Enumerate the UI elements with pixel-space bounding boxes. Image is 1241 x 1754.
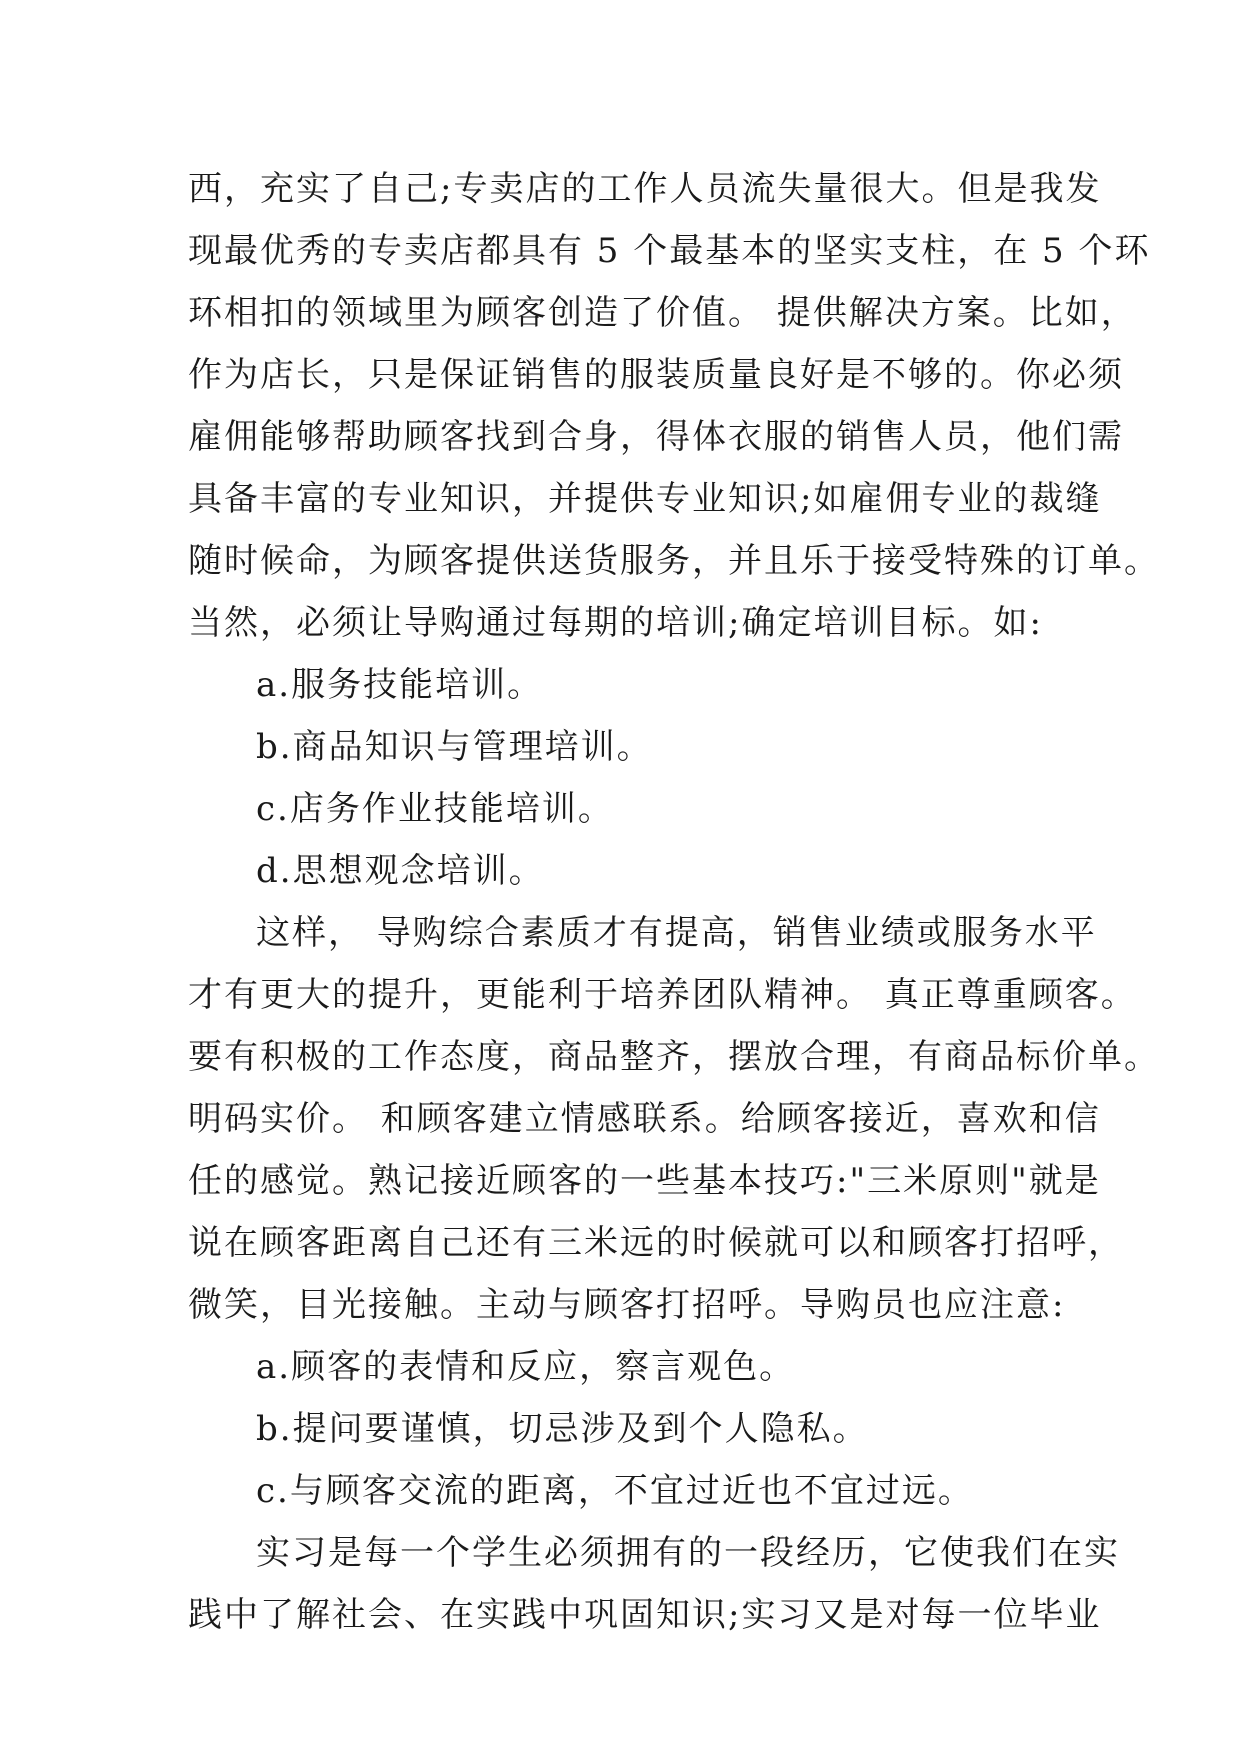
- text-line: 说在顾客距离自己还有三米远的时候就可以和顾客打招呼，: [188, 1223, 1124, 1263]
- list-item: a.顾客的表情和反应，察言观色。: [256, 1347, 796, 1387]
- document-body: [188, 158, 1160, 1646]
- text-line: 现最优秀的专卖店都具有 5 个最基本的坚实支柱，在 5 个环: [188, 231, 1151, 271]
- text-line: 西，充实了自己;专卖店的工作人员流失量很大。但是我发: [188, 169, 1102, 209]
- list-item: a.服务技能培训。: [256, 665, 544, 705]
- text-line: 雇佣能够帮助顾客找到合身，得体衣服的销售人员，他们需: [188, 417, 1124, 457]
- text-line: 环相扣的领域里为顾客创造了价值。 提供解决方案。比如，: [188, 293, 1137, 333]
- paragraph-start-line: 这样， 导购综合素质才有提高，销售业绩或服务水平: [256, 913, 1097, 953]
- text-line: 才有更大的提升，更能利于培养团队精神。 真正尊重顾客。: [188, 975, 1137, 1015]
- text-line: 随时候命，为顾客提供送货服务，并且乐于接受特殊的订单。: [188, 541, 1160, 581]
- text-line: 作为店长，只是保证销售的服装质量良好是不够的。你必须: [188, 355, 1124, 395]
- list-item: c.与顾客交流的距离，不宜过近也不宜过远。: [256, 1471, 974, 1511]
- list-item: c.店务作业技能培训。: [256, 789, 614, 829]
- paragraph-start-line: 实习是每一个学生必须拥有的一段经历，它使我们在实: [256, 1533, 1120, 1573]
- text-line: 微笑，目光接触。主动与顾客打招呼。导购员也应注意:: [188, 1285, 1066, 1325]
- text-line: 明码实价。 和顾客建立情感联系。给顾客接近，喜欢和信: [188, 1099, 1101, 1139]
- list-item: d.思想观念培训。: [256, 851, 545, 891]
- text-line: 要有积极的工作态度，商品整齐，摆放合理，有商品标价单。: [188, 1037, 1160, 1077]
- text-line: 任的感觉。熟记接近顾客的一些基本技巧:"三米原则"就是: [188, 1161, 1101, 1201]
- text-line: 践中了解社会、在实践中巩固知识;实习又是对每一位毕业: [188, 1595, 1102, 1635]
- list-item: b.提问要谨慎，切忌涉及到个人隐私。: [256, 1409, 869, 1449]
- text-line: 具备丰富的专业知识，并提供专业知识;如雇佣专业的裁缝: [188, 479, 1102, 519]
- list-item: b.商品知识与管理培训。: [256, 727, 653, 767]
- text-line: 当然，必须让导购通过每期的培训;确定培训目标。如:: [188, 603, 1043, 643]
